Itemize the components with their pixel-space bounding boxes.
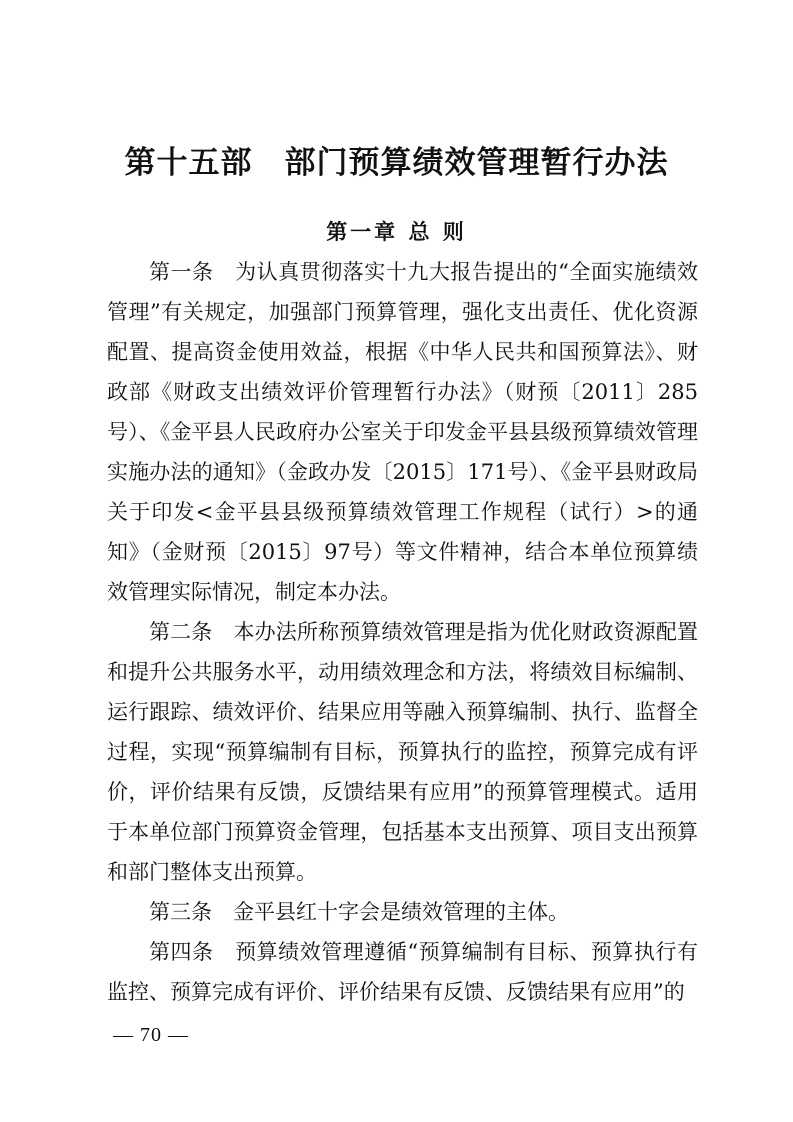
- article-2-paragraph: 第二条 本办法所称预算绩效管理是指为优化财政资源配置和提升公共服务水平，动用绩效理念和方法，将绩效目标编制、运行跟踪、绩效评价、结果应用等融入预算编制、执行、监督全过程，实现“预算编制有目标，预算执行的监控，预算完成有评价，评价结果有反馈，反馈结果有应用”的预算管理模式。适用于本单位部门预算资金管理，包括基本支出预算、项目支出预算和部门整体支出预算。: [107, 620, 698, 884]
- article-3-paragraph: 第三条 金平县红十字会是绩效管理的主体。: [149, 900, 569, 924]
- article-4-paragraph: 第四条 预算绩效管理遵循“预算编制有目标、预算执行有监控、预算完成有评价、评价结果有反馈、反馈结果有应用”的: [107, 940, 698, 1004]
- article-1-paragraph: 第一条 为认真贯彻落实十九大报告提出的“全面实施绩效管理”有关规定，加强部门预算管理，强化支出责任、优化资源配置、提高资金使用效益，根据《中华人民共和国预算法》、财政部《财政支出绩效评价管理暂行办法》（财预〔2011〕285号）、《金平县人民政府办公室关于印发金平县县级预算绩效管理实施办法的通知》（金政办发〔2015〕171号）、《金平县财政局关于印发<金平县县级预算绩效管理工作规程（试行）>的通知》（金财预〔2015〕97号）等文件精神，结合本单位预算绩效管理实际情况，制定本办法。: [107, 260, 698, 604]
- chapter-heading: 第一章 总 则: [326, 219, 467, 244]
- page-number: — 70 —: [113, 1024, 189, 1046]
- page-title: 第十五部 部门预算绩效管理暂行办法: [124, 145, 669, 181]
- body-text: [107, 252, 698, 1012]
